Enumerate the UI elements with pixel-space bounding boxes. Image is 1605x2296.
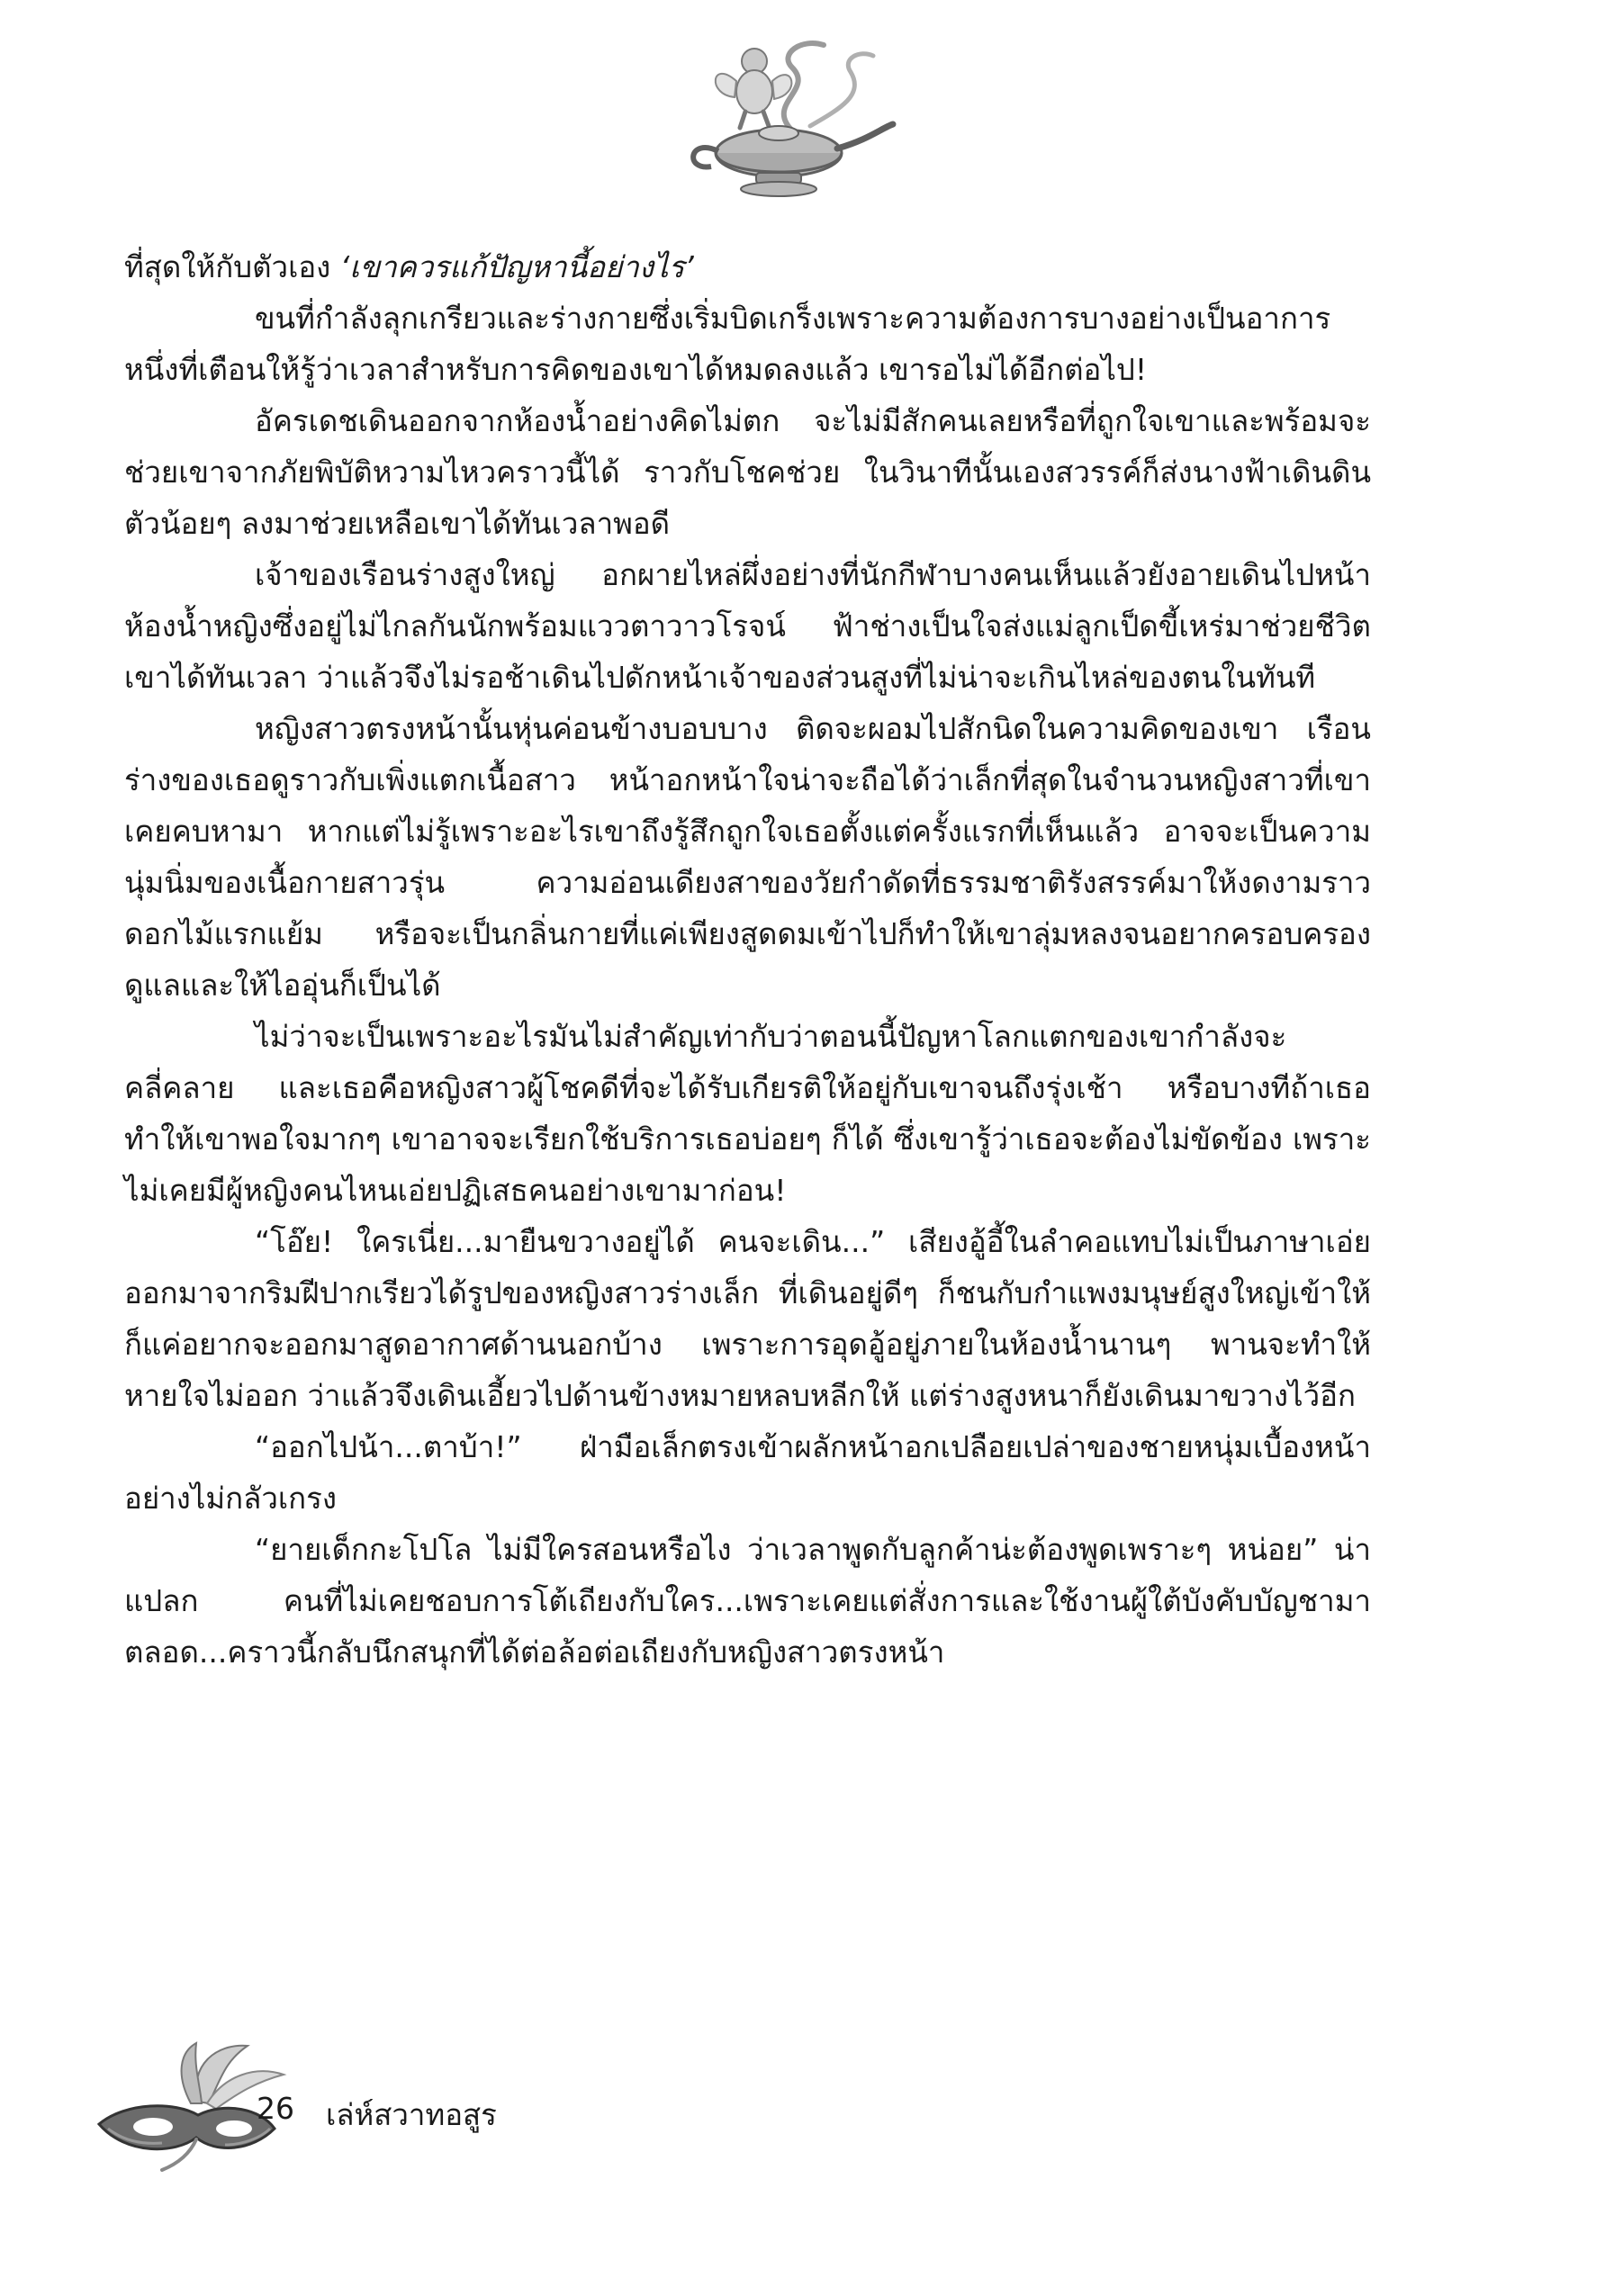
paragraph-text: ที่สุดให้กับตัวเอง: [124, 249, 340, 284]
cupid-lamp-ornament: [657, 18, 900, 203]
paragraph-4: เจ้าของเรือนร่างสูงใหญ่ อกผายไหล่ผึ่งอย่างที่นักกีฬาบางคนเห็นแล้วยังอายเดินไปหน้าห้องน้ำหญิงซึ่งอยู่ไม่ไกลกันนักพร้อมแววตาวาวโรจน์ ฟ้าช่างเป็นใจส่งแม่ลูกเป็ดขี้เหร่มาช่วยชีวิตเขาได้ทันเวลา ว่าแล้วจึงไม่รอช้าเดินไปดักหน้าเจ้าของส่วนสูงที่ไม่น่าจะเกินไหล่ของตนในทันที: [124, 557, 1371, 695]
page-number: 26: [257, 2091, 294, 2126]
paragraph-6: ไม่ว่าจะเป็นเพราะอะไรมันไม่สำคัญเท่ากับว่าตอนนี้ปัญหาโลกแตกของเขากำลังจะคลี่คลาย และเธอคือหญิงสาวผู้โชคดีที่จะได้รับเกียรติให้อยู่กับเขาจนถึงรุ่งเช้า หรือบางทีถ้าเธอทำให้เขาพอใจมากๆ เขาอาจจะเรียกใช้บริการเธอบ่อยๆ ก็ได้ ซึ่งเขารู้ว่าเธอจะต้องไม่ขัดข้อง เพราะไม่เคยมีผู้หญิงคนไหนเอ่ยปฏิเสธคนอย่างเขามาก่อน!: [124, 1019, 1371, 1208]
paragraph-3: อัครเดชเดินออกจากห้องน้ำอย่างคิดไม่ตก จะไม่มีสักคนเลยหรือที่ถูกใจเขาและพร้อมจะช่วยเขาจากภัยพิบัติหวามไหวคราวนี้ได้ ราวกับโชคช่วย ในวินาทีนั้นเองสวรรค์ก็ส่งนางฟ้าเดินดินตัวน้อยๆ ลงมาช่วยเหลือเขาได้ทันเวลาพอดี: [124, 403, 1371, 541]
paragraph-1: [124, 241, 1371, 293]
paragraph-7: “โอ๊ย! ใครเนี่ย...มายืนขวางอยู่ได้ คนจะเดิน...” เสียงอู้อี้ในลำคอแทบไม่เป็นภาษาเอ่ยออกมาจากริมฝีปากเรียวได้รูปของหญิงสาวร่างเล็ก ที่เดินอยู่ดีๆ ก็ชนกับกำแพงมนุษย์สูงใหญ่เข้าให้ ก็แค่อยากจะออกมาสูดอากาศด้านนอกบ้าง เพราะการอุดอู้อยู่ภายในห้องน้ำนานๆ พานจะทำให้หายใจไม่ออก ว่าแล้วจึงเดินเอี้ยวไปด้านข้างหมายหลบหลีกให้ แต่ร่างสูงหนาก็ยังเดินมาขวางไว้อีก: [124, 1224, 1371, 1413]
italic-thought: ‘เขาควรแก้ปัญหานี้อย่างไร’: [339, 249, 694, 284]
paragraph-5: หญิงสาวตรงหน้านั้นหุ่นค่อนข้างบอบบาง ติดจะผอมไปสักนิดในความคิดของเขา เรือนร่างของเธอดูราวกับเพิ่งแตกเนื้อสาว หน้าอกหน้าใจน่าจะถือได้ว่าเล็กที่สุดในจำนวนหญิงสาวที่เขาเคยคบหามา หากแต่ไม่รู้เพราะอะไรเขาถึงรู้สึกถูกใจเธอตั้งแต่ครั้งแรกที่เห็นแล้ว อาจจะเป็นความนุ่มนิ่มของเนื้อกายสาวรุ่น ความอ่อนเดียงสาของวัยกำดัดที่ธรรมชาติรังสรรค์มาให้งดงามราวดอกไม้แรกแย้ม หรือจะเป็นกลิ่นกายที่แค่เพียงสูดดมเข้าไปก็ทำให้เขาลุ่มหลงจนอยากครอบครองดูแลและให้ไออุ่นก็เป็นได้: [124, 711, 1371, 1003]
book-title: เล่ห์สวาทอสูร: [326, 2097, 497, 2132]
paragraph-2: ขนที่กำลังลุกเกรียวและร่างกายซึ่งเริ่มบิดเกร็งเพราะความต้องการบางอย่างเป็นอาการหนึ่งที่เตือนให้รู้ว่าเวลาสำหรับการคิดของเขาได้หมดลงแล้ว เขารอไม่ได้อีกต่อไป!: [124, 301, 1331, 387]
cupid-lamp-icon: [657, 18, 900, 203]
paragraph-9: “ยายเด็กกะโปโล ไม่มีใครสอนหรือไง ว่าเวลาพูดกับลูกค้าน่ะต้องพูดเพราะๆ หน่อย” น่าแปลก คนที่ไม่เคยชอบการโต้เถียงกับใคร...เพราะเคยแต่สั่งการและใช้งานผู้ใต้บังคับบัญชามาตลอด...คราวนี้กลับนึกสนุกที่ได้ต่อล้อต่อเถียงกับหญิงสาวตรงหน้า: [124, 1532, 1371, 1670]
paragraph-8: “ออกไปน้า...ตาบ้า!” ฝ่ามือเล็กตรงเข้าผลักหน้าอกเปลือยเปล่าของชายหนุ่มเบื้องหน้าอย่างไม่กลัวเกรง: [124, 1429, 1371, 1516]
page-footer: [90, 2039, 630, 2174]
chapter-body: [124, 241, 1371, 1678]
